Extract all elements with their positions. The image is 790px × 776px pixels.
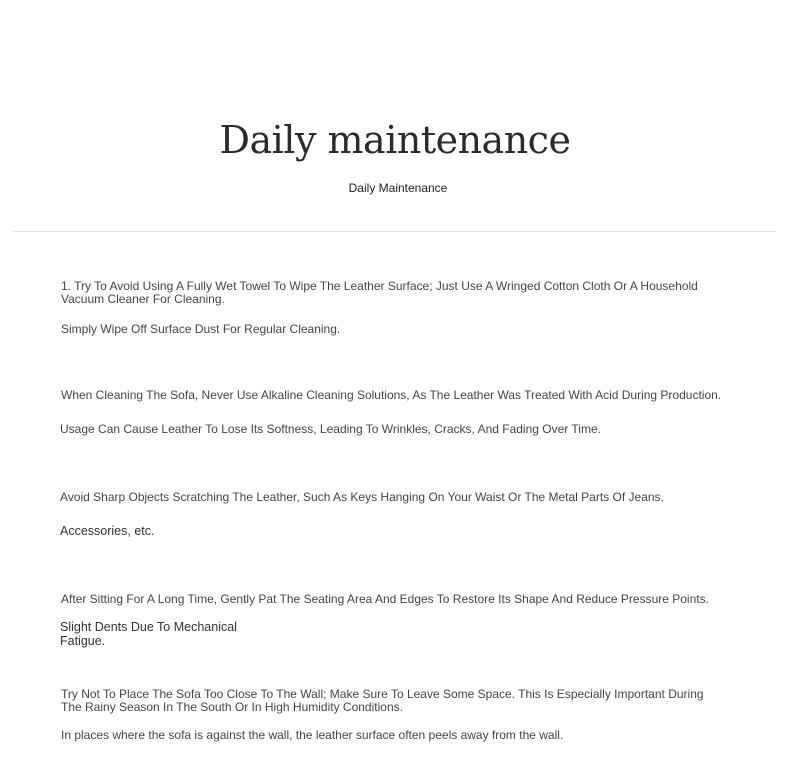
tip-1-note: Simply Wipe Off Surface Dust For Regular Cleaning. bbox=[61, 322, 341, 336]
tip-3-text: Avoid Sharp Objects Scratching The Leather, Such As Keys Hanging On Your Waist Or The Metal Parts Of Jeans. bbox=[60, 490, 664, 504]
tip-4-note: Slight Dents Due To Mechanical Fatigue. bbox=[60, 620, 237, 648]
tip-5-note: In places where the sofa is against the wall, the leather surface often peels away from the wall. bbox=[61, 728, 564, 742]
page-subtitle: Daily Maintenance bbox=[348, 181, 448, 195]
section-divider bbox=[13, 231, 776, 232]
tip-2-text: When Cleaning The Sofa, Never Use Alkaline Cleaning Solutions, As The Leather Was Treated With Acid During Production. bbox=[61, 388, 722, 402]
page-title: Daily maintenance bbox=[219, 118, 571, 162]
tip-2-note: Usage Can Cause Leather To Lose Its Softness, Leading To Wrinkles, Cracks, And Fading Over Time. bbox=[60, 422, 601, 436]
tip-4-text: After Sitting For A Long Time, Gently Pat The Seating Area And Edges To Restore Its Shape And Reduce Pressure Points. bbox=[61, 592, 709, 606]
tip-1-text: 1. Try To Avoid Using A Fully Wet Towel To Wipe The Leather Surface; Just Use A Wringed Cotton Cloth Or A Household Vacuum Cleaner For Cleaning. bbox=[61, 279, 698, 306]
tip-5-text: Try Not To Place The Sofa Too Close To The Wall; Make Sure To Leave Some Space. This Is Especially Important During The Rainy Season In The South Or In High Humidity Conditions. bbox=[61, 687, 704, 714]
tip-3-note: Accessories, etc. bbox=[60, 524, 155, 538]
